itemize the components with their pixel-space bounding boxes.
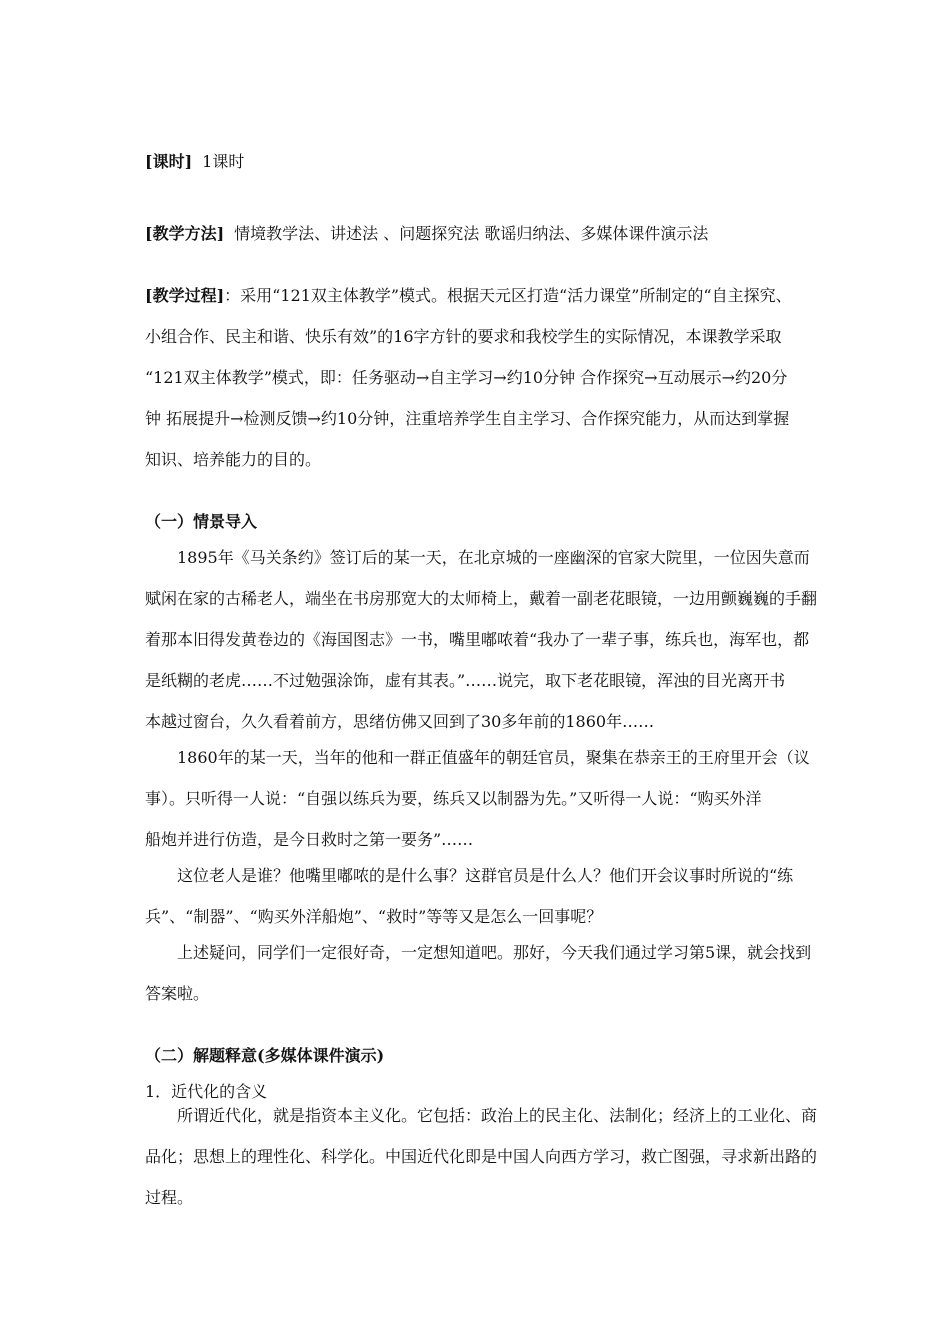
section1-paragraph-line: 兵”、“制器”、“购买外洋船炮”、“救时”等等又是怎么一回事呢？ xyxy=(145,907,603,926)
section1-heading: （一）情景导入 xyxy=(145,512,258,531)
section1-paragraph-line: 是纸糊的老虎……不过勉强涂饰，虚有其表。”……说完，取下老花眼镜，浑浊的目光离开书 xyxy=(145,671,786,690)
teaching-process-line: 小组合作、民主和谐、快乐有效”的16字方针的要求和我校学生的实际情况，本课教学采取 xyxy=(145,327,782,346)
section1-paragraph-line: 上述疑问，同学们一定很好奇，一定想知道吧。那好，今天我们通过学习第5课，就会找到 xyxy=(177,943,812,962)
teaching-process-line xyxy=(145,286,792,306)
section1-paragraph-line: 这位老人是谁？他嘴里嘟哝的是什么事？这群官员是什么人？他们开会议事时所说的“练 xyxy=(177,866,794,885)
section1-paragraph-line: 事）。只听得一人说：“自强以练兵为要，练兵又以制器为先。”又听得一人说：“购买外洋 xyxy=(145,789,762,808)
section2-paragraph-line: 品化；思想上的理性化、科学化。中国近代化即是中国人向西方学习，救亡图强，寻求新出路的 xyxy=(145,1147,818,1166)
teaching-process-line: “121双主体教学”模式，即：任务驱动→自主学习→约10分钟 合作探究→互动展示→约20分 xyxy=(145,368,788,387)
teaching-process-text: ：采用“121双主体教学”模式。根据天元区打造“活力课堂”所制定的“自主探究、 xyxy=(224,286,792,305)
lesson-time-value: 1课时 xyxy=(202,152,245,171)
section1-paragraph-line: 答案啦。 xyxy=(145,984,210,1003)
teaching-methods-value: 情境教学法、讲述法 、问题探究法 歌谣归纳法、多媒体课件演示法 xyxy=(234,224,709,243)
teaching-methods-label: [教学方法] xyxy=(145,224,225,243)
lesson-time-row xyxy=(145,152,244,172)
section1-paragraph-line: 本越过窗台，久久看着前方，思绪仿佛又回到了30多年前的1860年…… xyxy=(145,712,655,731)
section1-paragraph-line: 船炮并进行仿造，是今日救时之第一要务”…… xyxy=(145,830,474,849)
section2-heading: （二）解题释意(多媒体课件演示) xyxy=(145,1046,385,1065)
section1-paragraph-line: 着那本旧得发黄卷边的《海国图志》一书，嘴里嘟哝着“我办了一辈子事，练兵也，海军也，都 xyxy=(145,630,810,649)
section2-subheading: 1．近代化的含义 xyxy=(145,1082,268,1101)
teaching-process-line: 钟 拓展提升→检测反馈→约10分钟，注重培养学生自主学习、合作探究能力，从而达到掌握 xyxy=(145,409,790,428)
section1-paragraph-line: 1860年的某一天，当年的他和一群正值盛年的朝廷官员，聚集在恭亲王的王府里开会（议 xyxy=(177,748,810,767)
section1-paragraph-line: 赋闲在家的古稀老人，端坐在书房那宽大的太师椅上，戴着一副老花眼镜，一边用颤巍巍的手翻 xyxy=(145,589,818,608)
section2-paragraph-line: 过程。 xyxy=(145,1188,194,1207)
teaching-process-line: 知识、培养能力的目的。 xyxy=(145,450,322,469)
teaching-methods-row xyxy=(145,224,708,244)
section1-paragraph-line: 1895年《马关条约》签订后的某一天，在北京城的一座幽深的官家大院里，一位因失意而 xyxy=(177,548,810,567)
teaching-process-label: [教学过程] xyxy=(145,286,225,305)
lesson-time-label: [课时] xyxy=(145,152,193,171)
section2-paragraph-line: 所谓近代化，就是指资本主义化。它包括：政治上的民主化、法制化；经济上的工业化、商 xyxy=(177,1106,818,1125)
